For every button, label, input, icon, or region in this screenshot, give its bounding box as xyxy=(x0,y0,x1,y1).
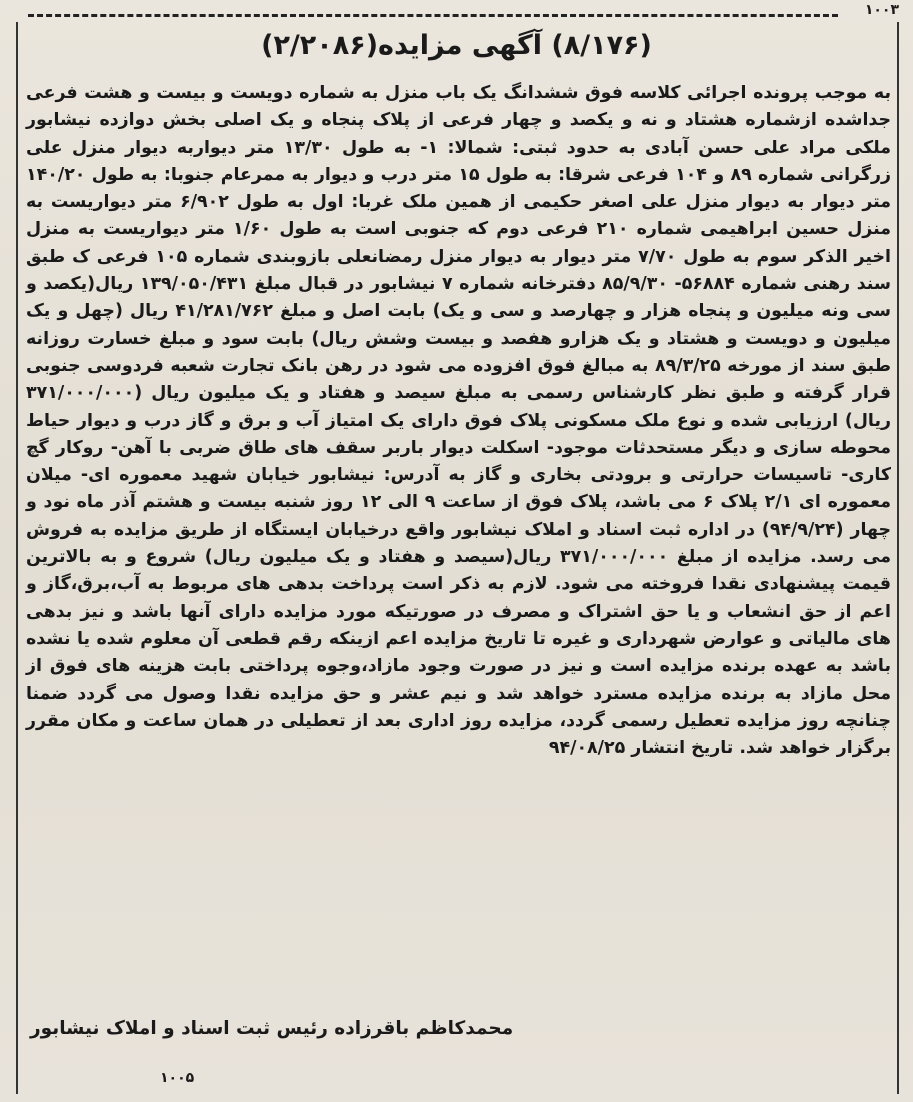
notice-title: (۸/۱۷۶) آگهی مزایده(۲/۲۰۸۶) xyxy=(261,30,652,61)
page-number: ۱۰۰۳ xyxy=(864,2,899,18)
notice-code: ۱۰۰۵ xyxy=(160,1070,195,1086)
notice-signature: محمدکاظم باقرزاده رئیس ثبت اسناد و املاک نیشابور xyxy=(30,1018,514,1039)
top-divider xyxy=(28,14,838,17)
notice-body: به موجب پرونده اجرائی کلاسه فوق ششدانگ یک باب منزل به شماره دویست و بیست و هشت فرعی جداشده ازشماره هشتاد و نه و یکصد و چهار فرعی از پلاک پنجاه و یک اصلی بخش دوازده نیشابور ملکی مراد علی حسن آبادی به حدود ثبتی: شمالا: ۱- به طول ۱۳/۳۰ متر دیواربه دیوار منزل علی زرگرانی شماره ۸۹ و ۱۰۴ فرعی شرقا: به طول ۱۵ متر درب و دیوار به ممرعام جنوبا: به طول ۱۴۰/۲۰ متر دیوار به دیوار منزل علی اصغر حکیمی از همین ملک غربا: اول به طول ۶/۹۰۲ متر دیواریست به منزل حسین ابراهیمی شماره ۲۱۰ فرعی دوم که جنوبی است به طول ۱/۶۰ متر دیواریست به منزل اخیر الذکر سوم به طول ۷/۷۰ متر دیوار به دیوار منزل رمضانعلی بازوبندی شماره ۱۰۵ فرعی ک طبق سند رهنی شماره ۵۶۸۸۴- ۸۵/۹/۳۰ دفترخانه شماره ۷ نیشابور در قبال مبلغ ۱۳۹/۰۵۰/۴۳۱ ریال(یکصد و سی ونه میلیون و پنجاه هزار و چهارصد و سی و یک) بابت اصل و مبلغ ۴۱/۲۸۱/۷۶۲ ریال (چهل و یک میلیون و دویست و هشتاد و یک هزارو هفصد و بیست وشش ریال) بابت سود و مبلغ خسارت روزانه طبق سند از مورخه ۸۹/۳/۲۵ به مبالغ فوق افزوده می شود در رهن بانک تجارت شعبه فردوسی جنوبی قرار گرفته و طبق نظر کارشناس رسمی به مبلغ سیصد و هفتاد و یک میلیون ریال (۳۷۱/۰۰۰/۰۰۰ ریال) ارزیابی شده و نوع ملک مسکونی پلاک فوق دارای یک امتیاز آب و برق و گاز درب و دیوار حیاط محوطه سازی و دیگر مستحدثات موجود- اسکلت دیوار باربر سقف های طاق ضربی با آهن- روکار گچ کاری- تاسیسات حرارتی و برودتی بخاری و گاز به آدرس: نیشابور خیابان شهید معموره ای- میلان معموره ای ۲/۱ پلاک ۶ می باشد، پلاک فوق از ساعت ۹ الی ۱۲ روز شنبه بیست و هشتم آذر ماه نود و چهار (۹۴/۹/۲۴) در اداره ثبت اسناد و املاک نیشابور واقع درخیابان ایستگاه از طریق مزایده به فروش می رسد. مزایده از مبلغ ۳۷۱/۰۰۰/۰۰۰ ریال(سیصد و هفتاد و یک میلیون ریال) شروع و به بالاترین قیمت پیشنهادی نقدا فروخته می شود. لازم به ذکر است پرداخت بدهی های مربوط به آب،برق،گاز و اعم از حق انشعاب و یا حق اشتراک و مصرف در صورتیکه مورد مزایده دارای آنها باشد و نیز بدهی های مالیاتی و عوارض شهرداری و غیره تا تاریخ مزایده اعم ازینکه رقم قطعی آن معلوم شده یا نشده باشد به عهده برنده مزایده است و نیز در صورت وجود مازاد،وجوه پرداختی بابت هزینه های فوق از محل مازاد به برنده مزایده مسترد خواهد شد و نیم عشر و حق مزایده نقدا وصول می گردد ضمنا چنانچه روز مزایده تعطیل رسمی گردد، مزایده روز اداری بعد از تعطیلی در همان ساعت و مکان مقرر برگزار خواهد شد. تاریخ انتشار ۹۴/۰۸/۲۵ xyxy=(26,83,892,759)
